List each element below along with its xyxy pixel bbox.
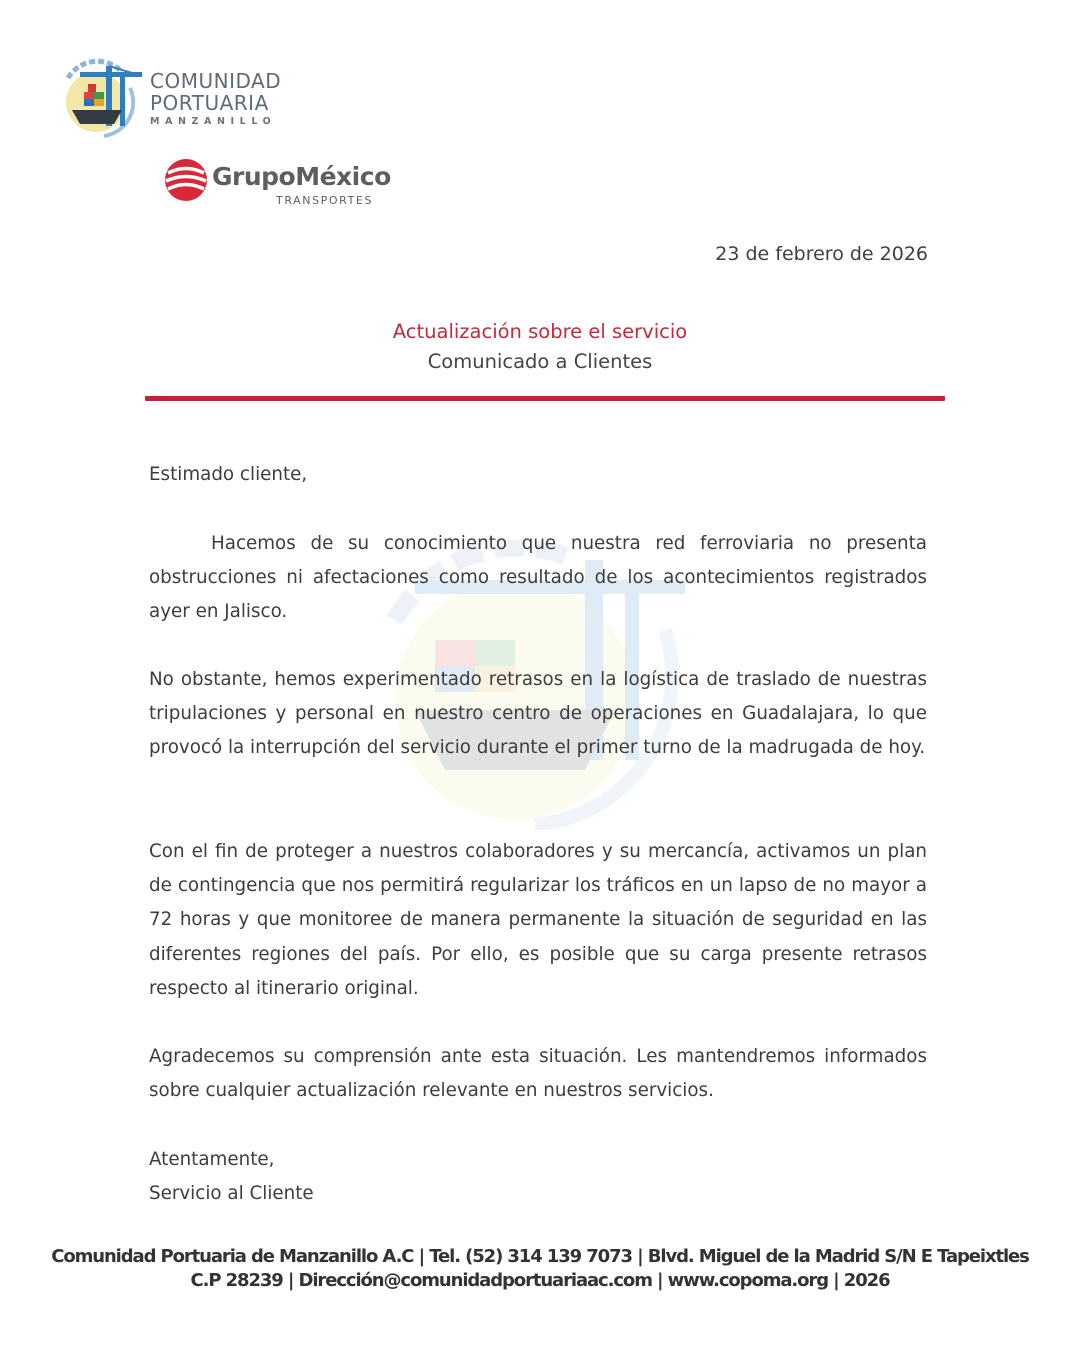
greeting: Estimado cliente, xyxy=(149,464,308,485)
footer-address-line: C.P 28239 | Dirección@comunidadportuariaac.com | www.copoma.org | 2026 xyxy=(190,1270,890,1291)
signature-block xyxy=(149,1143,927,1211)
port-crane-icon xyxy=(58,58,150,140)
letter-title: Actualización sobre el servicio xyxy=(392,320,688,343)
closing-line: Atentamente, xyxy=(149,1149,275,1170)
paragraph-2: No obstante, hemos experimentado retrasos en la logística de traslado de nuestras tripulaciones y personal en nuestro centro de operaciones en Guadalajara, lo que provocó la interrupción del servicio durante el primer turno de la madrugada de hoy. xyxy=(149,669,927,759)
logo-line-portuaria: PORTUARIA xyxy=(150,91,269,115)
logo-line-comunidad: COMUNIDAD xyxy=(150,69,282,93)
comunidad-portuaria-logo xyxy=(58,58,298,144)
footer-contact-line: Comunidad Portuaria de Manzanillo A.C | Tel. (52) 314 139 7073 | Blvd. Miguel de la Madrid S/N E Tapeixtles xyxy=(51,1246,1029,1267)
letter-subtitle: Comunicado a Clientes xyxy=(427,350,653,373)
grupo-mexico-emblem-icon xyxy=(164,158,208,202)
logo-line-manzanillo: MANZANILLO xyxy=(150,116,277,127)
paragraph-3: Con el fin de proteger a nuestros colaboradores y su mercancía, activamos un plan de contingencia que nos permitirá regularizar los tráficos en un lapso de no mayor a 72 horas y que monitoree de manera permanente la situación de seguridad en las diferentes regiones del país. Por ello, es posible que su carga presente retrasos respecto al itinerario original. xyxy=(149,841,927,999)
grupo-mexico-name: GrupoMéxico xyxy=(212,162,391,191)
paragraph-4: Agradecemos su comprensión ante esta situación. Les mantendremos informados sobre cualquier actualización relevante en nuestros servicios. xyxy=(149,1046,927,1102)
paragraph-1: Hacemos de su conocimiento que nuestra red ferroviaria no presenta obstrucciones ni afectaciones como resultado de los acontecimientos registrados ayer en Jalisco. xyxy=(149,533,927,623)
grupo-mexico-subtitle: TRANSPORTES xyxy=(276,194,374,207)
comunidad-portuaria-wordmark xyxy=(150,70,281,127)
signature-line: Servicio al Cliente xyxy=(149,1183,314,1205)
letter-date: 23 de febrero de 2026 xyxy=(715,243,928,265)
grupo-mexico-logo xyxy=(164,156,404,210)
header-divider xyxy=(145,396,945,401)
